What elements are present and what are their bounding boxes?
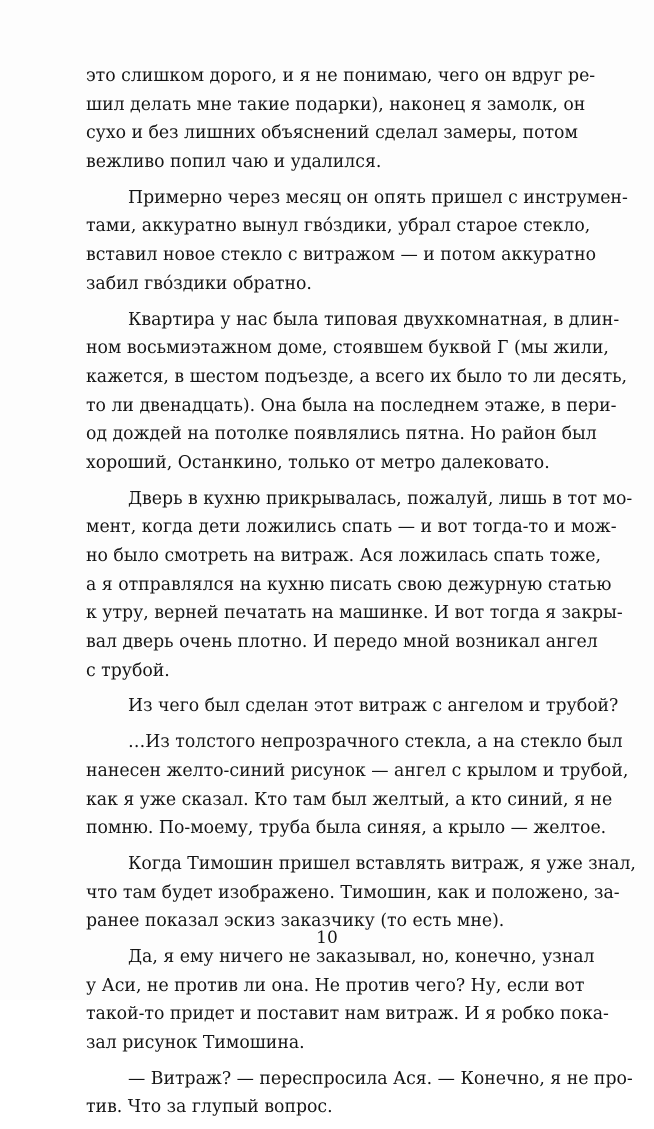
paragraph: [86, 943, 609, 1058]
text-line: это слишком дорого, и я не понимаю, чего он вдруг ре-: [86, 66, 596, 86]
text-line: сухо и без лишних объяснений сделал замеры, потом: [86, 123, 578, 144]
text-line: Да, я ему ничего не заказывал, но, конечно, узнал: [128, 946, 595, 967]
paragraph: [86, 692, 619, 721]
text-line: нанесен желто-синий рисунок — ангел с крылом и трубой,: [86, 760, 629, 781]
paragraph: [86, 728, 629, 843]
text-line: к утру, верней печатать на машинке. И вот тогда я закры-: [86, 603, 623, 624]
text-line: мент, когда дети ложились спать — и вот тогда-то и мож-: [86, 517, 617, 538]
text-line: Когда Тимошин пришел вставлять витраж, я уже знал,: [128, 853, 636, 874]
text-line: кажется, в шестом подъезде, а всего их было то ли десять,: [86, 366, 628, 387]
page-number: 10: [316, 928, 338, 948]
text-line: — Витраж? — переспросила Ася. — Конечно, я не про-: [128, 1068, 633, 1089]
body-text: [86, 62, 636, 1129]
paragraph: [86, 1065, 633, 1122]
text-line: Из чего был сделан этот витраж с ангелом и трубой?: [128, 696, 619, 717]
text-line: тами, аккуратно вынул гвóздики, убрал старое стекло,: [86, 216, 591, 237]
text-line: ранее показал эскиз заказчику (то есть мне).: [86, 911, 505, 932]
text-line: ном восьмиэтажном доме, стоявшем буквой Г (мы жили,: [86, 338, 609, 359]
text-line: а я отправлялся на кухню писать свою дежурную статью: [86, 574, 612, 595]
text-line: зал рисунок Тимошина.: [86, 1033, 305, 1053]
text-line: од дождей на потолке появлялись пятна. Но район был: [86, 424, 597, 445]
paragraph: [86, 62, 596, 177]
text-line: с трубой.: [86, 660, 170, 681]
text-line: помню. По-моему, труба была синяя, а крыло — желтое.: [86, 818, 607, 839]
paragraph: [86, 485, 633, 686]
paragraph: [86, 184, 628, 299]
text-line: то ли двенадцать). Она была на последнем этаже, в пери-: [86, 395, 617, 416]
text-line: вежливо попил чаю и удалился.: [86, 152, 382, 173]
text-line: вал дверь очень плотно. И передо мной возникал ангел: [86, 632, 598, 653]
text-line: как я уже сказал. Кто там был желтый, а кто синий, я не: [86, 789, 613, 810]
text-line: Дверь в кухню прикрывалась, пожалуй, лишь в тот мо-: [128, 488, 633, 509]
text-line: такой-то придет и поставит нам витраж. И я робко пока-: [86, 1004, 609, 1025]
text-line: тив. Что за глупый вопрос.: [86, 1097, 333, 1118]
text-line: …Из толстого непрозрачного стекла, а на стекло был: [128, 732, 623, 753]
text-line: забил гвóздики обратно.: [86, 273, 312, 294]
text-line: Квартира у нас была типовая двухкомнатная, в длин-: [128, 309, 620, 330]
paragraph: [86, 306, 628, 478]
paragraph: [86, 850, 636, 936]
text-line: хороший, Останкино, только от метро далековато.: [86, 452, 550, 473]
text-line: шил делать мне такие подарки), наконец я замолк, он: [86, 94, 586, 115]
text-line: но было смотреть на витраж. Ася ложилась спать тоже,: [86, 546, 602, 566]
text-line: вставил новое стекло с витражом — и потом аккуратно: [86, 245, 597, 266]
text-line: Примерно через месяц он опять пришел с инструмен-: [128, 187, 628, 208]
text-line: у Аси, не против ли она. Не против чего? Ну, если вот: [86, 975, 585, 996]
text-line: что там будет изображено. Тимошин, как и положено, за-: [86, 882, 620, 903]
